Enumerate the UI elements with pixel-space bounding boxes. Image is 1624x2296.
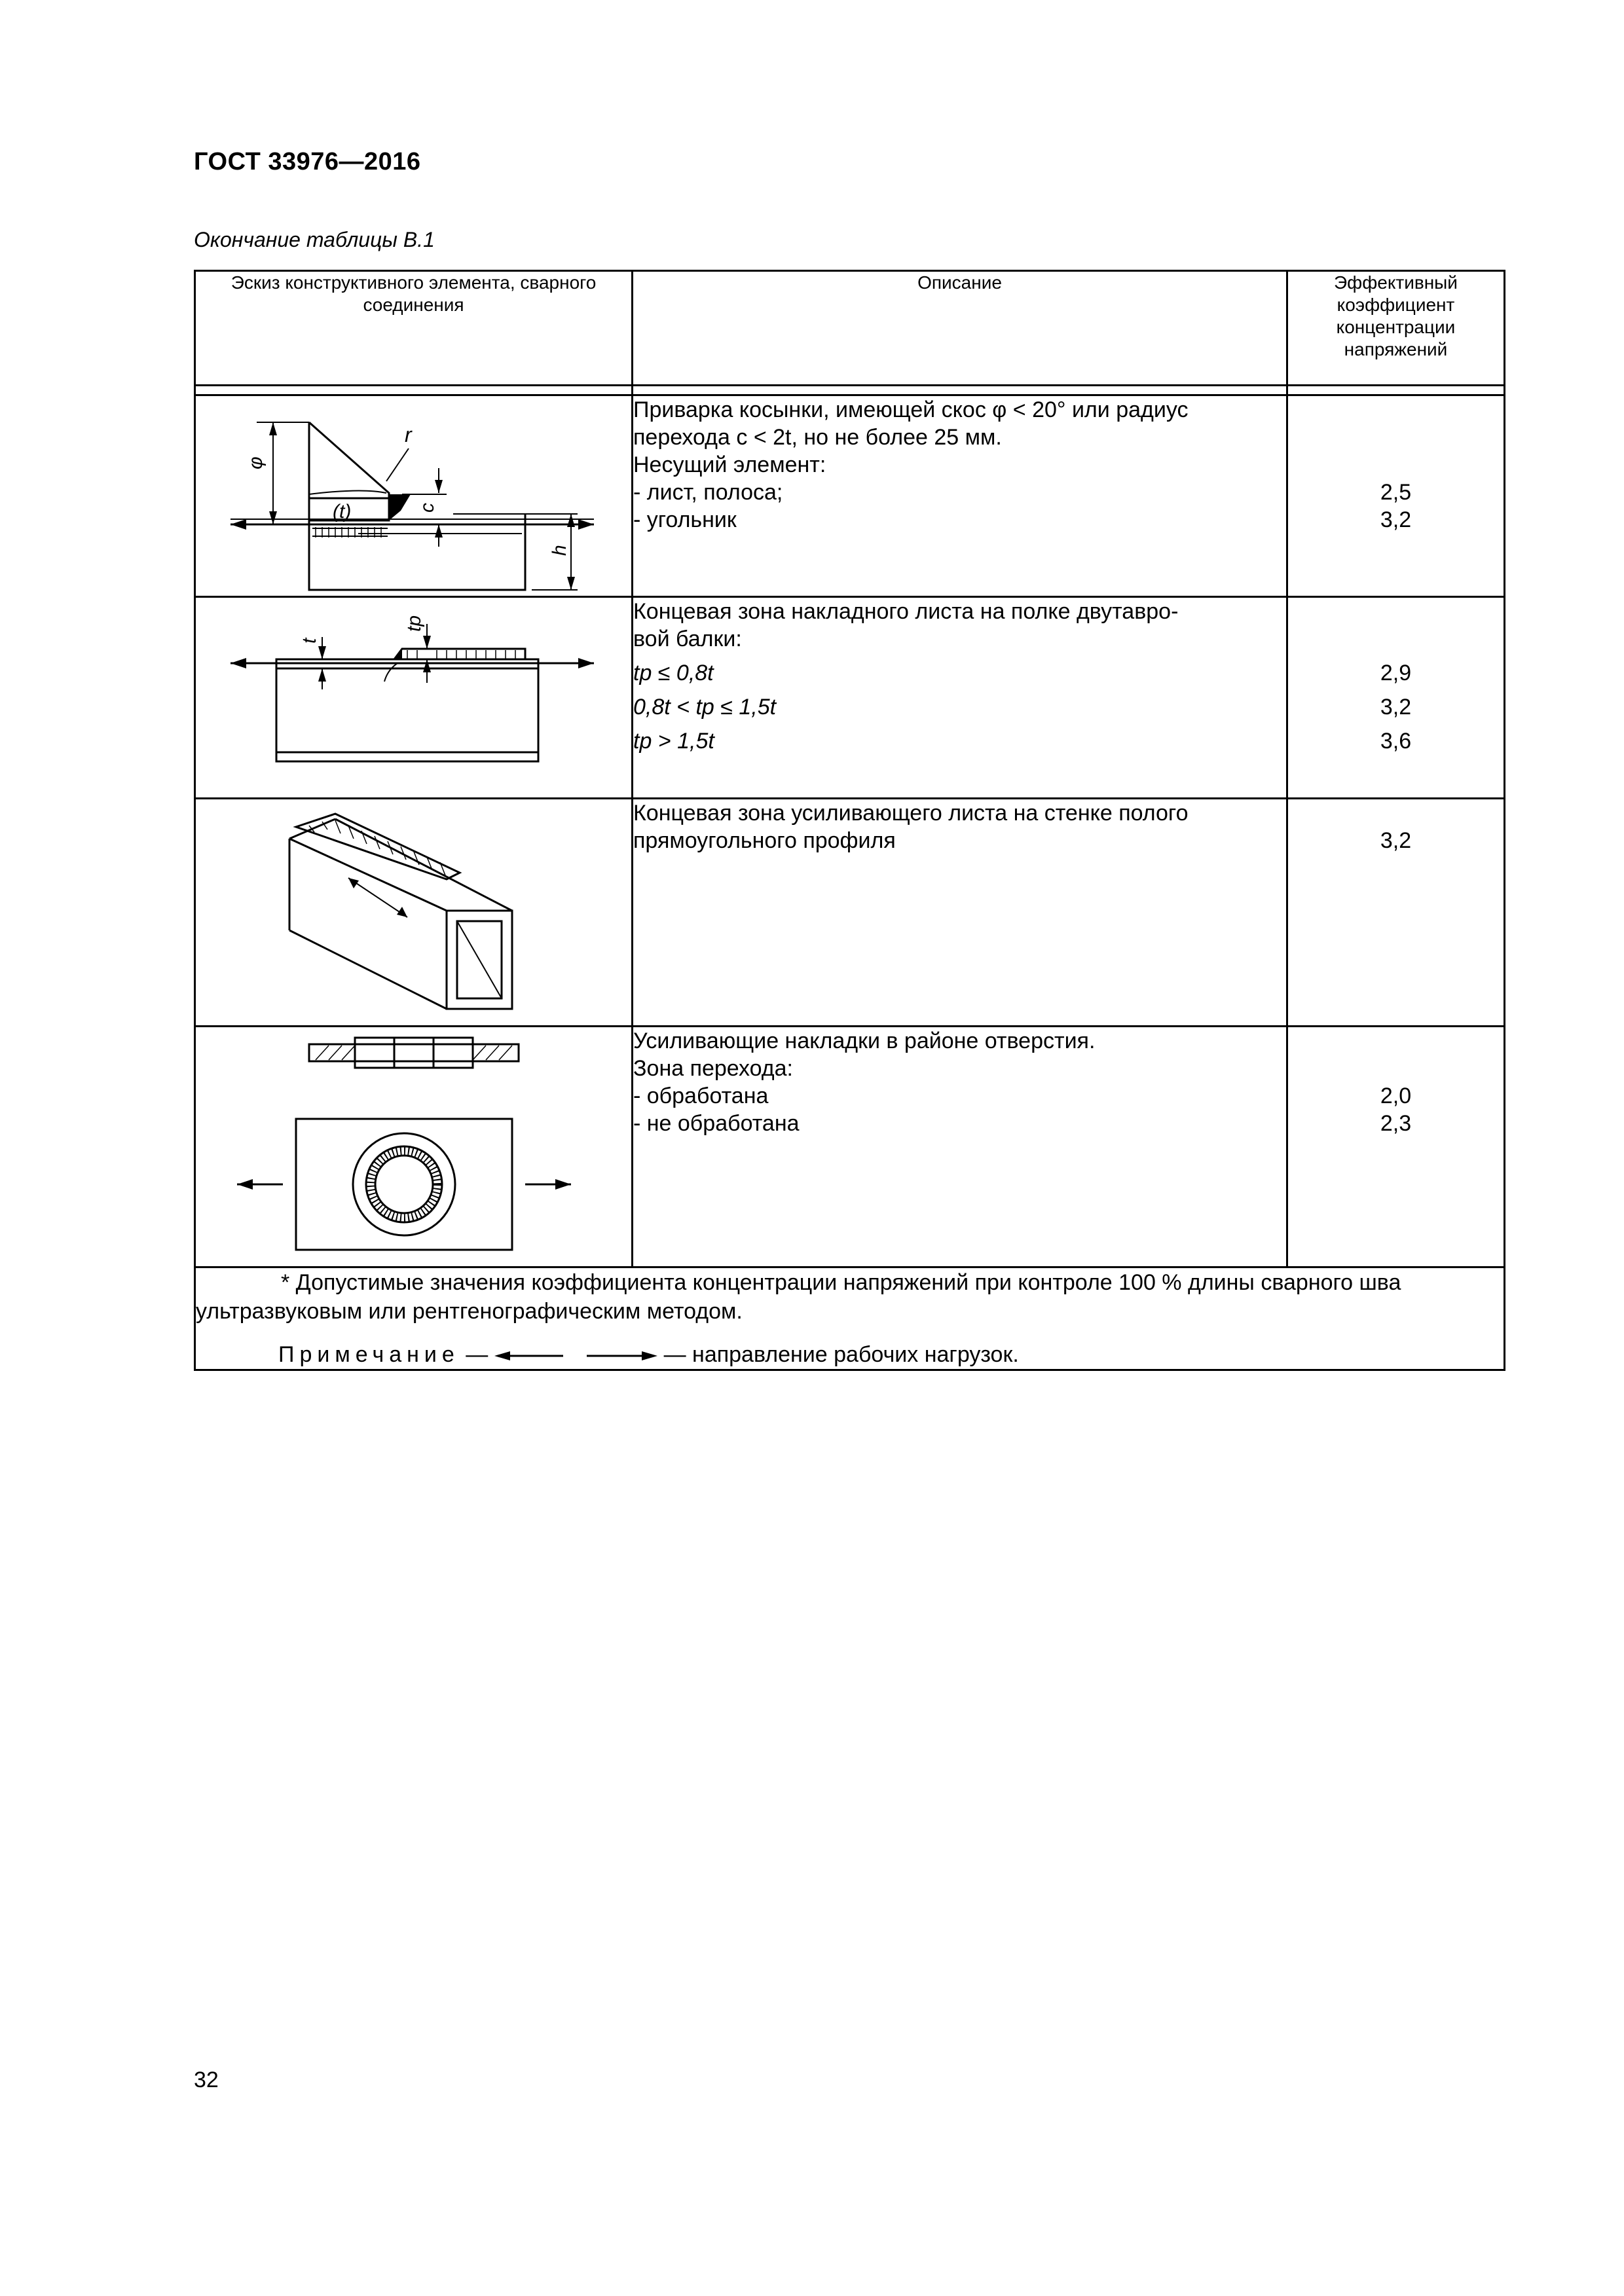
label-t: t	[298, 638, 320, 644]
label-r: r	[404, 423, 412, 446]
footnote: * Допустимые значения коэффициента концентрации напряжений при контроле 100 % длины сварного шва ультразвуковым или рентгенографическим методом.	[196, 1270, 1401, 1324]
note-dash: —	[466, 1342, 489, 1367]
note-label: Примечание	[278, 1342, 460, 1367]
coef-line	[1288, 424, 1504, 451]
header-sketch: Эскиз конструктивного элемента, сварного соединения	[195, 271, 633, 386]
desc-line: Концевая зона усиливающего листа на стенке полого	[633, 801, 1189, 826]
coef-line	[1288, 451, 1504, 479]
label-tp: tp	[403, 615, 425, 632]
table-caption: Окончание таблицы В.1	[194, 228, 435, 251]
cover-plate-flange-sketch	[195, 597, 633, 799]
desc-line: - угольник	[633, 507, 737, 532]
coef-line: 3,2	[1380, 695, 1412, 720]
coef-line: 2,3	[1380, 1111, 1412, 1136]
note	[196, 1340, 1504, 1369]
arrow-left-icon	[494, 1349, 566, 1362]
desc-line: вой балки:	[633, 627, 742, 651]
row-coefficient	[1287, 799, 1505, 1027]
gusset-weld-sketch	[195, 395, 633, 597]
coef-line: 3,2	[1380, 828, 1412, 853]
table-row	[195, 799, 1505, 1027]
row-coefficient	[1287, 1027, 1505, 1267]
desc-line: tp > 1,5t	[633, 729, 714, 754]
coef-line	[1288, 1055, 1504, 1082]
row-description	[633, 1027, 1287, 1267]
table-row	[195, 1027, 1505, 1267]
desc-line: Зона перехода:	[633, 1056, 793, 1081]
desc-line: Усиливающие накладки в районе отверстия.	[633, 1029, 1096, 1053]
row-coefficient	[1287, 597, 1505, 799]
header-description: Описание	[633, 271, 1287, 386]
label-c: c	[416, 503, 438, 513]
desc-line: Несущий элемент:	[633, 452, 826, 477]
coef-line	[1288, 396, 1504, 424]
coef-line: 3,2	[1380, 507, 1412, 532]
note-text: — направление рабочих нагрузок.	[663, 1342, 1019, 1367]
desc-line: Концевая зона накладного листа на полке двутавро-	[633, 599, 1179, 624]
hollow-section-plate-sketch	[195, 799, 633, 1027]
desc-line: прямоугольного профиля	[633, 828, 896, 853]
desc-line: - не обработана	[633, 1111, 800, 1136]
coef-line: 2,9	[1380, 661, 1412, 685]
row-description	[633, 597, 1287, 799]
desc-line: Приварка косынки, имеющей скос φ < 20° или радиус	[633, 397, 1189, 422]
table-footer	[195, 1267, 1505, 1370]
coef-line	[1288, 598, 1504, 625]
coef-line: 2,5	[1380, 480, 1412, 505]
label-t-paren: (t)	[332, 501, 351, 522]
desc-line: перехода c < 2t, но не более 25 мм.	[633, 425, 1002, 450]
desc-line: 0,8t < tp ≤ 1,5t	[633, 695, 777, 720]
desc-line: - лист, полоса;	[633, 480, 783, 505]
table-row	[195, 597, 1505, 799]
coef-line	[1288, 1027, 1504, 1055]
hole-reinforcement-sketch	[195, 1027, 633, 1267]
label-h: h	[548, 545, 570, 556]
page-number: 32	[194, 2068, 219, 2092]
header-coefficient: Эффективный коэффициент концентрации напряжений	[1287, 271, 1505, 386]
row-coefficient	[1287, 395, 1505, 597]
label-phi: φ	[244, 456, 267, 469]
coef-line: 2,0	[1380, 1084, 1412, 1108]
row-description	[633, 799, 1287, 1027]
header-separator	[195, 386, 1505, 395]
coef-line	[1288, 799, 1504, 827]
standard-title: ГОСТ 33976—2016	[194, 148, 421, 175]
table-row	[195, 395, 1505, 597]
table-header-row	[195, 271, 1505, 386]
desc-line: - обработана	[633, 1084, 769, 1108]
arrow-right-icon	[585, 1349, 657, 1362]
coef-line	[1288, 625, 1504, 653]
desc-line: tp ≤ 0,8t	[633, 661, 714, 685]
coefficients-table	[194, 270, 1505, 1371]
table-footer-row	[195, 1267, 1505, 1370]
coef-line: 3,6	[1380, 729, 1412, 754]
row-description	[633, 395, 1287, 597]
